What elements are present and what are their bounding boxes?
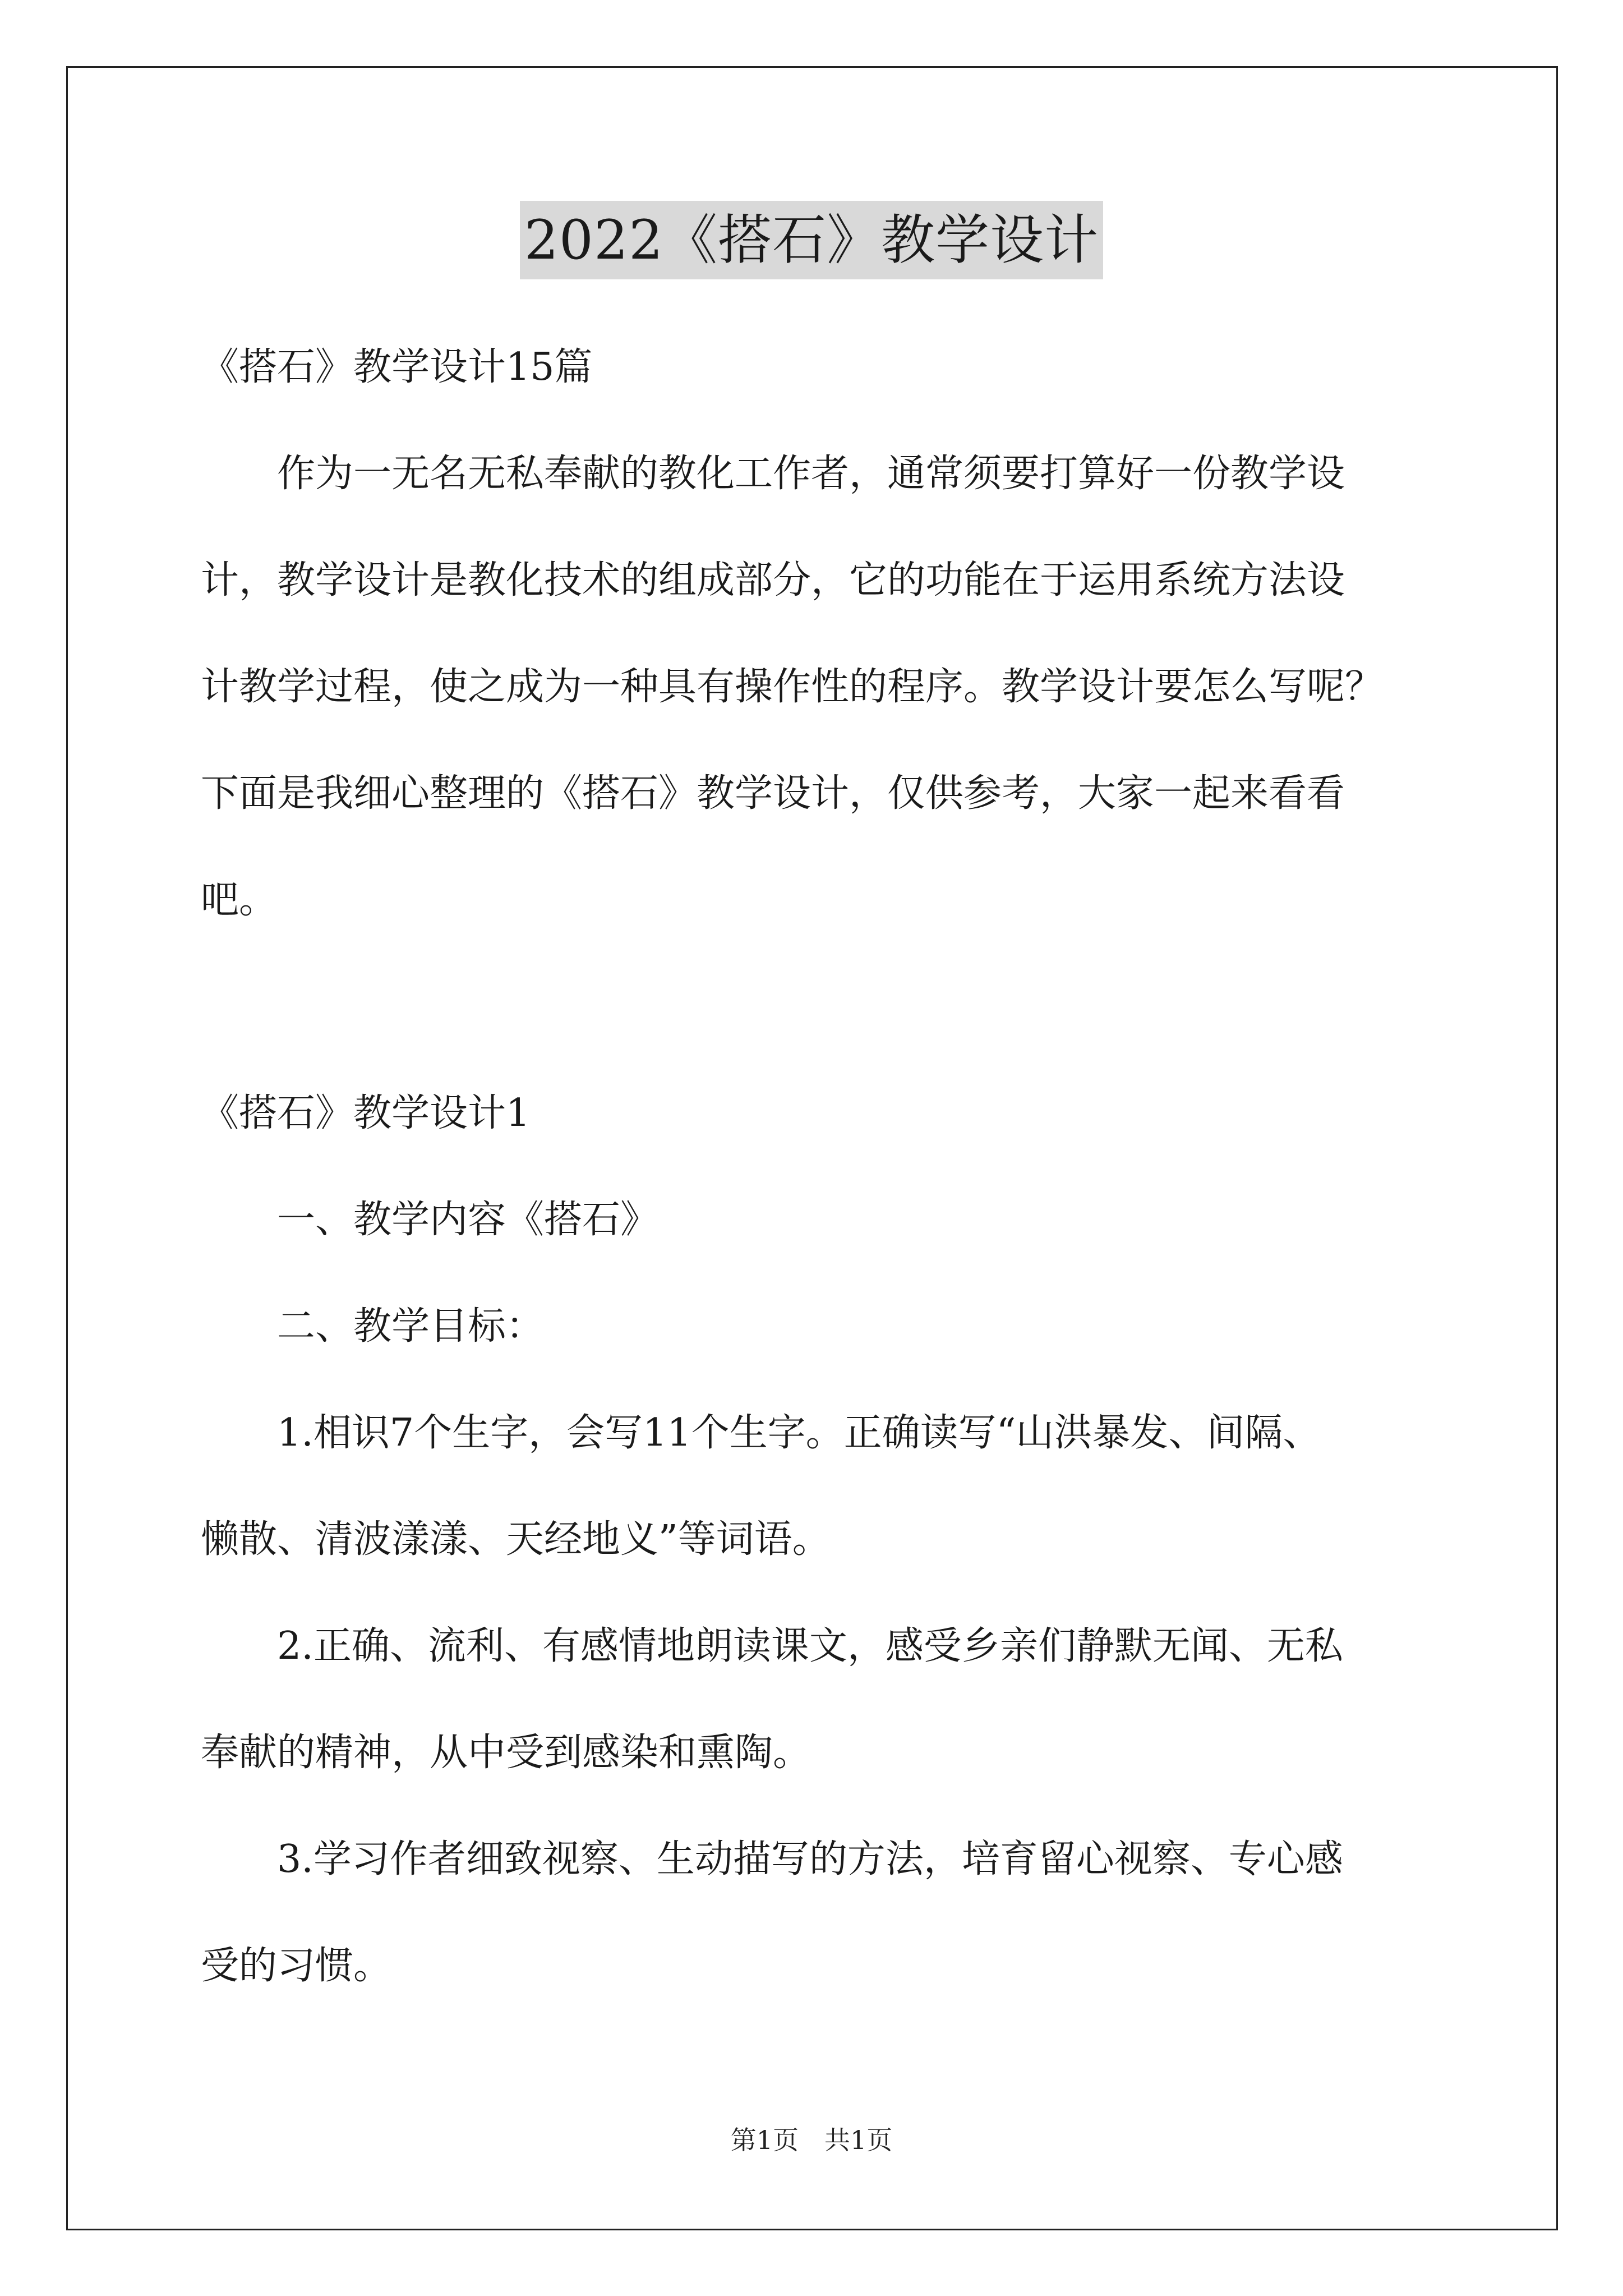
paragraph-line: 一、教学内容《搭石》 bbox=[277, 1198, 659, 1242]
paragraph-line: 吧。 bbox=[201, 878, 278, 922]
section-heading: 《搭石》教学设计1 bbox=[201, 1091, 531, 1135]
paragraph-line: 奉献的精神，从中受到感染和熏陶。 bbox=[201, 1731, 811, 1775]
title-container bbox=[0, 201, 1623, 279]
paragraph-line: 2.正确、流利、有感情地朗读课文，感受乡亲们静默无闻、无私 bbox=[277, 1624, 1343, 1668]
paragraph-line: 计教学过程，使之成为一种具有操作性的程序。教学设计要怎么写呢？ bbox=[201, 665, 1384, 709]
document-body bbox=[201, 314, 1435, 2019]
paragraph-line: 受的习惯。 bbox=[201, 1944, 392, 1988]
document-title: 2022《搭石》教学设计 bbox=[520, 201, 1103, 279]
paragraph-line: 下面是我细心整理的《搭石》教学设计，仅供参考，大家一起来看看 bbox=[201, 771, 1345, 816]
paragraph-line: 1.相识7个生字，会写11个生字。正确读写“山洪暴发、间隔、 bbox=[277, 1411, 1321, 1455]
paragraph-line: 作为一无名无私奉献的教化工作者，通常须要打算好一份教学设 bbox=[277, 452, 1345, 496]
page-footer: 第1页 共1页 bbox=[730, 2125, 893, 2155]
blank-line bbox=[201, 954, 1435, 1060]
paragraph-line: 二、教学目标： bbox=[277, 1304, 545, 1349]
subtitle-line: 《搭石》教学设计15篇 bbox=[201, 345, 593, 389]
paragraph-line: 懒散、清波漾漾、天经地义”等词语。 bbox=[201, 1517, 831, 1562]
paragraph-line: 3.学习作者细致视察、生动描写的方法，培育留心视察、专心感 bbox=[277, 1837, 1343, 1881]
paragraph-line: 计，教学设计是教化技术的组成部分，它的功能在于运用系统方法设 bbox=[201, 558, 1345, 602]
